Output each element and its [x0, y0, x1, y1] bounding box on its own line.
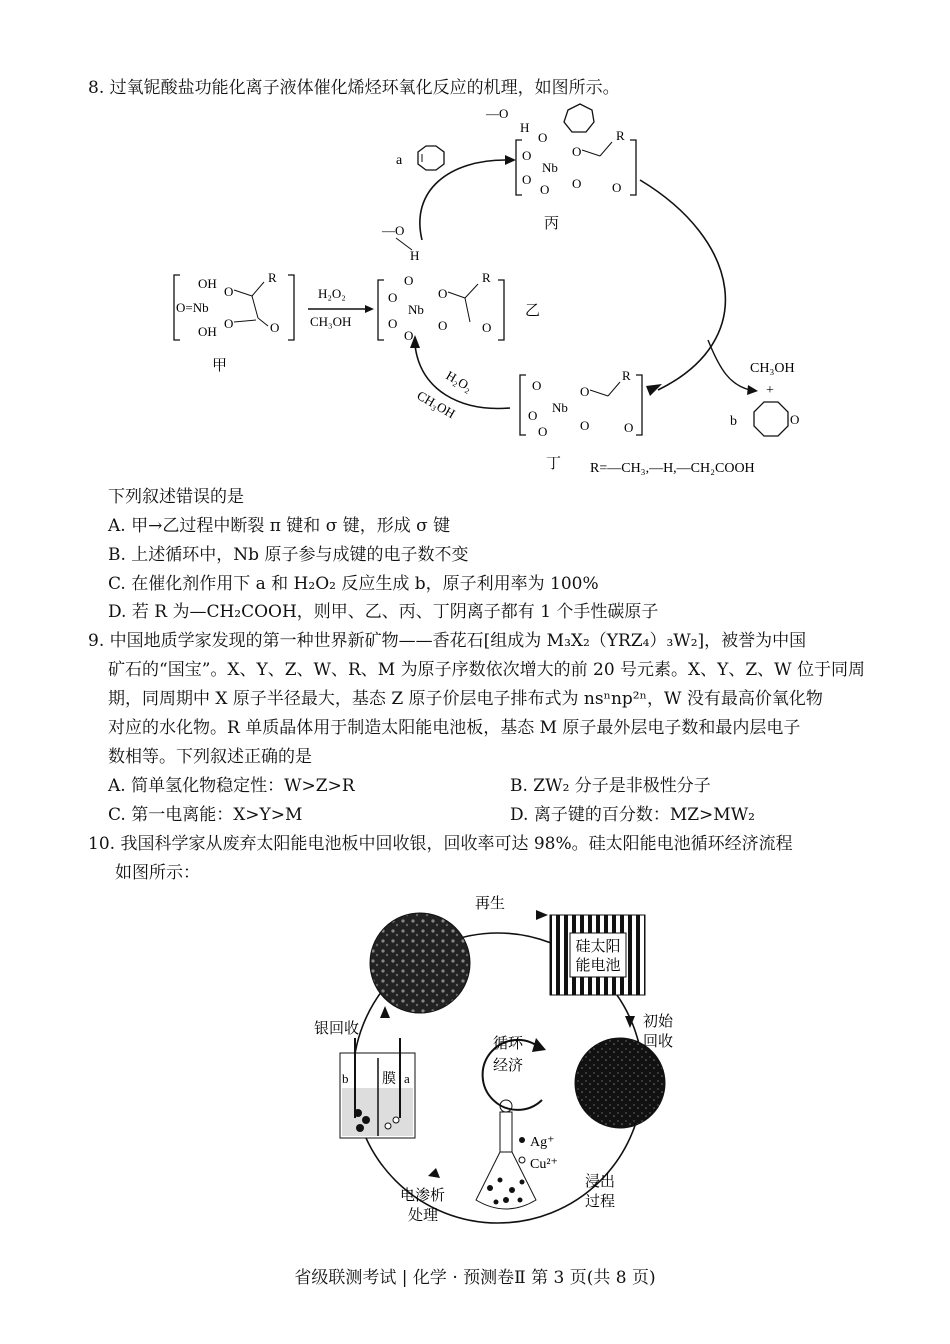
svg-text:O: O [540, 182, 550, 197]
q9-option-a: A. 简单氢化物稳定性：W>Z>R [108, 776, 355, 796]
svg-text:Nb: Nb [552, 400, 568, 415]
molecule-bing [485, 104, 636, 197]
leaching-flask-image [476, 1100, 536, 1209]
panel-label-1: 硅太阳 [575, 939, 621, 955]
q9-line-5: 数相等。下列叙述正确的是 [108, 747, 312, 767]
svg-text:R: R [482, 270, 491, 285]
arrow1-reagent-bottom: CH₃OH [310, 314, 352, 329]
svg-text:O: O [404, 328, 414, 343]
center-label-2: 经济 [492, 1058, 524, 1074]
q8-prompt: 下列叙述错误的是 [108, 487, 244, 507]
q9-line-4: 对应的水化物。R 单质晶体用于制造太阳能电池板，基态 M 原子最外层电子数和最内层电子 [108, 718, 801, 738]
molecule-jia [174, 270, 294, 340]
svg-text:O: O [538, 424, 548, 439]
leach-label-1: 浸出 [585, 1174, 616, 1190]
electro-label-1: 电渗析 [400, 1188, 446, 1204]
product-plus: + [766, 383, 774, 398]
svg-text:Nb: Nb [542, 160, 558, 175]
svg-text:O: O [404, 273, 414, 288]
q8-mechanism-diagram [160, 100, 840, 490]
svg-text:O: O [388, 290, 398, 305]
svg-text:O: O [580, 418, 590, 433]
label-ding: 丁 [546, 456, 562, 472]
svg-text:R: R [268, 270, 277, 285]
svg-text:O: O [270, 320, 280, 335]
svg-text:O: O [528, 408, 538, 423]
electrode-b-label: b [342, 1071, 349, 1086]
svg-text:O: O [388, 316, 398, 331]
molecule-yi [378, 223, 504, 343]
r-definition: R=—CH₃,—H,—CH₂COOH [590, 461, 755, 476]
electrodialysis-beaker-image [340, 1038, 415, 1138]
cycle-arrow-to-ding [640, 180, 725, 390]
silver-recovery-label: 银回收 [314, 1021, 360, 1037]
svg-text:O: O [612, 180, 622, 195]
initial-label-1: 初始 [643, 1014, 674, 1030]
q10-line-2: 如图所示： [115, 863, 200, 883]
svg-text:Nb: Nb [408, 302, 424, 317]
svg-text:O: O [580, 384, 590, 399]
ion-ag: Ag⁺ [530, 1135, 555, 1150]
svg-text:—O: —O [382, 223, 405, 238]
leach-label-2: 过程 [585, 1194, 616, 1210]
svg-text:R: R [622, 368, 631, 383]
arrow1-reagent-top: H₂O₂ [318, 286, 346, 301]
q8-option-b: B. 上述循环中，Nb 原子参与成键的电子数不变 [108, 545, 469, 565]
reactant-a-label: a [396, 153, 403, 168]
arrow2-reagent-a: H₂O₂ [443, 367, 476, 395]
cycle-arrow-to-bing [420, 160, 505, 240]
svg-text:O: O [224, 284, 234, 299]
molecule-ding [520, 368, 642, 439]
svg-text:O: O [538, 130, 548, 145]
q9-line-3: 期，同周期中 X 原子半径最大，基态 Z 原子价层电子排布式为 nsⁿnp²ⁿ，W 没有最高价氧化物 [108, 689, 823, 709]
center-label-1: 循环 [492, 1036, 524, 1052]
electrode-a-label: a [404, 1071, 410, 1086]
q8-option-d: D. 若 R 为—CH₂COOH，则甲、乙、丙、丁阴离子都有 1 个手性碳原子 [108, 602, 659, 622]
regen-label: 再生 [475, 896, 506, 912]
q8-option-c: C. 在催化剂作用下 a 和 H₂O₂ 反应生成 b，原子利用率为 100% [108, 574, 599, 594]
q9-option-b: B. ZW₂ 分子是非极性分子 [510, 776, 711, 796]
q8-option-a: A. 甲→乙过程中断裂 π 键和 σ 键，形成 σ 键 [108, 516, 451, 536]
svg-text:O: O [224, 316, 234, 331]
label-bing: 丙 [544, 216, 560, 232]
regenerated-silicon-image [370, 913, 470, 1013]
label-yi: 乙 [525, 303, 541, 319]
epoxide-icon [754, 402, 788, 436]
panel-label-2: 能电池 [575, 958, 621, 974]
svg-text:O: O [532, 378, 542, 393]
q9-line-2: 矿石的“国宝”。X、Y、Z、W、R、M 为原子序数依次增大的前 20 号元素。X、Y、Z、W 位于同周 [108, 660, 866, 680]
svg-text:O: O [522, 172, 532, 187]
svg-text:—O: —O [486, 106, 509, 121]
svg-text:O: O [572, 176, 582, 191]
arrow2-reagent-b: CH₃OH [414, 387, 458, 422]
page-footer: 省级联测考试 | 化学 · 预测卷Ⅱ 第 3 页(共 8 页) [294, 1268, 656, 1288]
product-methanol: CH₃OH [750, 361, 795, 376]
svg-text:OH: OH [198, 324, 217, 339]
product-b-label: b [730, 414, 737, 429]
q9-option-d: D. 离子键的百分数：MZ>MW₂ [510, 805, 755, 825]
ion-cu: Cu²⁺ [530, 1157, 558, 1172]
q8-stem: 8. 过氧铌酸盐功能化离子液体催化烯烃环氧化反应的机理，如图所示。 [88, 78, 620, 98]
svg-text:OH: OH [198, 276, 217, 291]
q10-line-1: 10. 我国科学家从废弃太阳能电池板中回收银，回收率可达 98%。硅太阳能电池循环经济流程 [88, 834, 793, 854]
membrane-label: 膜 [382, 1072, 396, 1087]
svg-text:O: O [522, 148, 532, 163]
svg-text:O: O [572, 144, 582, 159]
svg-text:H: H [410, 248, 420, 263]
initial-recovered-image [575, 1038, 665, 1128]
svg-text:O: O [624, 420, 634, 435]
svg-text:O: O [790, 412, 800, 427]
initial-label-2: 回收 [643, 1034, 674, 1050]
q10-cycle-diagram [300, 888, 720, 1233]
q9-option-c: C. 第一电离能：X>Y>M [108, 805, 303, 825]
svg-text:R: R [616, 128, 625, 143]
label-jia: 甲 [212, 358, 228, 374]
svg-text:H: H [520, 120, 530, 135]
svg-text:O: O [438, 318, 448, 333]
q9-line-1: 9. 中国地质学家发现的第一种世界新矿物——香花石[组成为 M₃X₂（YRZ₄）₃W₂]，被誉为中国 [88, 631, 807, 651]
electro-label-2: 处理 [408, 1208, 439, 1224]
svg-text:O=Nb: O=Nb [176, 300, 209, 315]
svg-text:O: O [438, 286, 448, 301]
product-arrow [708, 340, 750, 390]
svg-text:O: O [482, 320, 492, 335]
